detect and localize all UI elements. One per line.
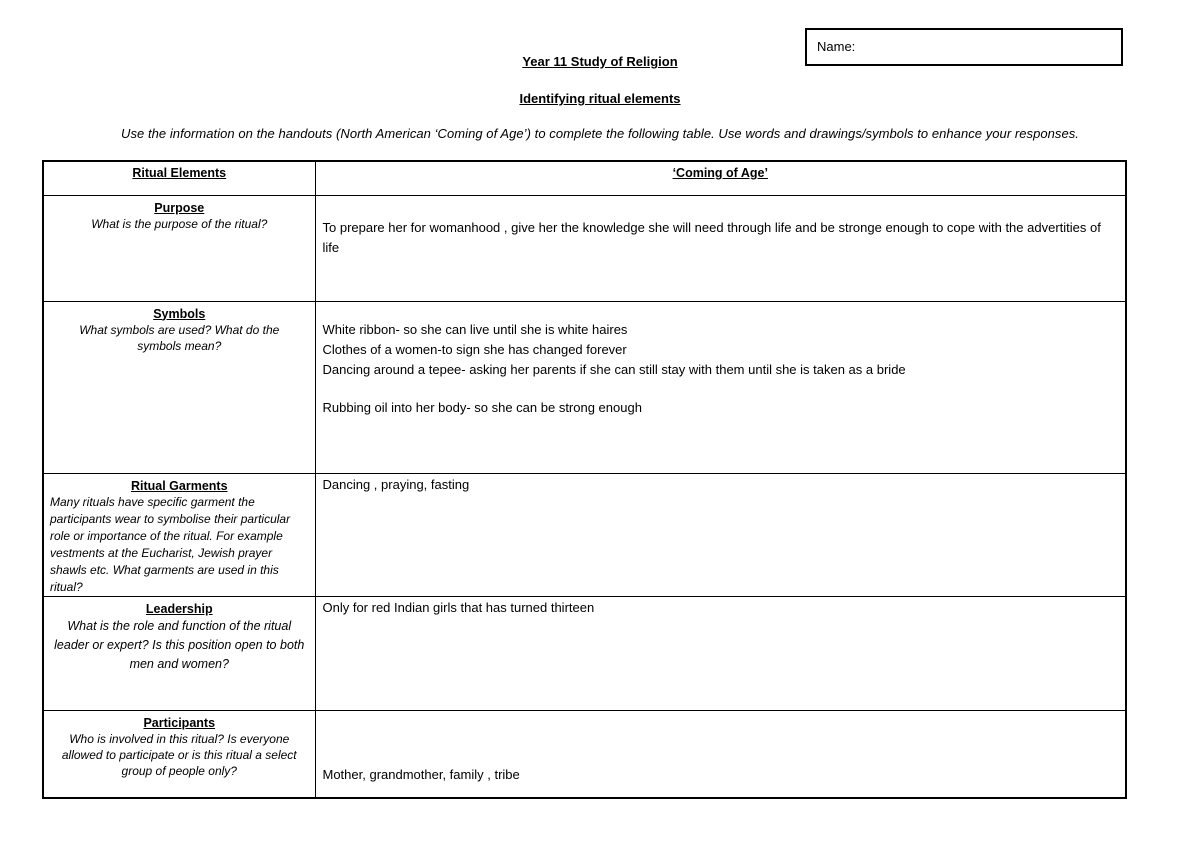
answer-text: To prepare her for womanhood , give her the knowledge she will need through life and be stronge enough to cope with the advertities of life [322, 219, 1101, 255]
column-header-ritual-elements: Ritual Elements [43, 161, 315, 195]
answer-text: Mother, grandmother, family , tribe [322, 766, 520, 782]
page-subtitle: Identifying ritual elements [519, 91, 681, 106]
answer-text: Rubbing oil into her body- so she can be strong enough [322, 399, 642, 415]
page-title: Year 11 Study of Religion [522, 54, 678, 69]
element-cell-purpose [43, 195, 315, 301]
answer-text: Clothes of a women-to sign she has changed forever [322, 341, 627, 357]
table-row-leadership [43, 596, 1126, 710]
table-row-participants [43, 710, 1126, 798]
element-cell-leadership [43, 596, 315, 710]
answer-text: White ribbon- so she can live until she is white haires [322, 321, 628, 337]
answer-cell-participants[interactable] [315, 710, 1126, 798]
instructions-text: Use the information on the handouts (North American ‘Coming of Age’) to complete the following table. Use words and drawings/symbols to enhance your responses. [121, 126, 1079, 141]
table-row-symbols [43, 301, 1126, 473]
column-header-coming-of-age: ‘Coming of Age’ [315, 161, 1126, 195]
answer-blank-line [323, 380, 1112, 398]
element-question: Who is involved in this ritual? Is everyone allowed to participate or is this ritual a select group of people only? [61, 731, 297, 778]
answer-cell-symbols[interactable] [315, 301, 1126, 473]
ritual-elements-table [42, 160, 1127, 799]
element-heading: Leadership [145, 601, 213, 616]
answer-cell-ritual-garments[interactable] [315, 473, 1126, 596]
element-question: What symbols are used? What do the symbols mean? [79, 322, 280, 353]
element-heading: Purpose [154, 200, 205, 215]
element-heading: Symbols [153, 306, 206, 321]
element-question: What is the purpose of the ritual? [91, 216, 268, 231]
element-question: Many rituals have specific garment the participants wear to symbolise their particular role or importance of the ritual. For example vestments at the Eucharist, Jewish prayer shawls etc. What garments are used in this ritual? [50, 494, 291, 594]
element-question: What is the role and function of the ritual leader or expert? Is this position open to both men and women? [54, 618, 305, 671]
element-cell-participants [43, 710, 315, 798]
element-heading: Ritual Garments [130, 478, 228, 493]
answer-text: Dancing , praying, fasting [322, 476, 470, 492]
element-cell-ritual-garments [43, 473, 315, 596]
name-label: Name: [817, 39, 856, 54]
answer-text: Only for red Indian girls that has turned thirteen [322, 599, 595, 615]
element-cell-symbols [43, 301, 315, 473]
answer-text: Dancing around a tepee- asking her parents if she can still stay with them until she is taken as a bride [322, 361, 906, 377]
table-row-purpose [43, 195, 1126, 301]
answer-cell-leadership[interactable] [315, 596, 1126, 710]
table-row-ritual-garments [43, 473, 1126, 596]
table-header-row [43, 161, 1126, 195]
answer-cell-purpose[interactable] [315, 195, 1126, 301]
element-heading: Participants [143, 715, 216, 730]
